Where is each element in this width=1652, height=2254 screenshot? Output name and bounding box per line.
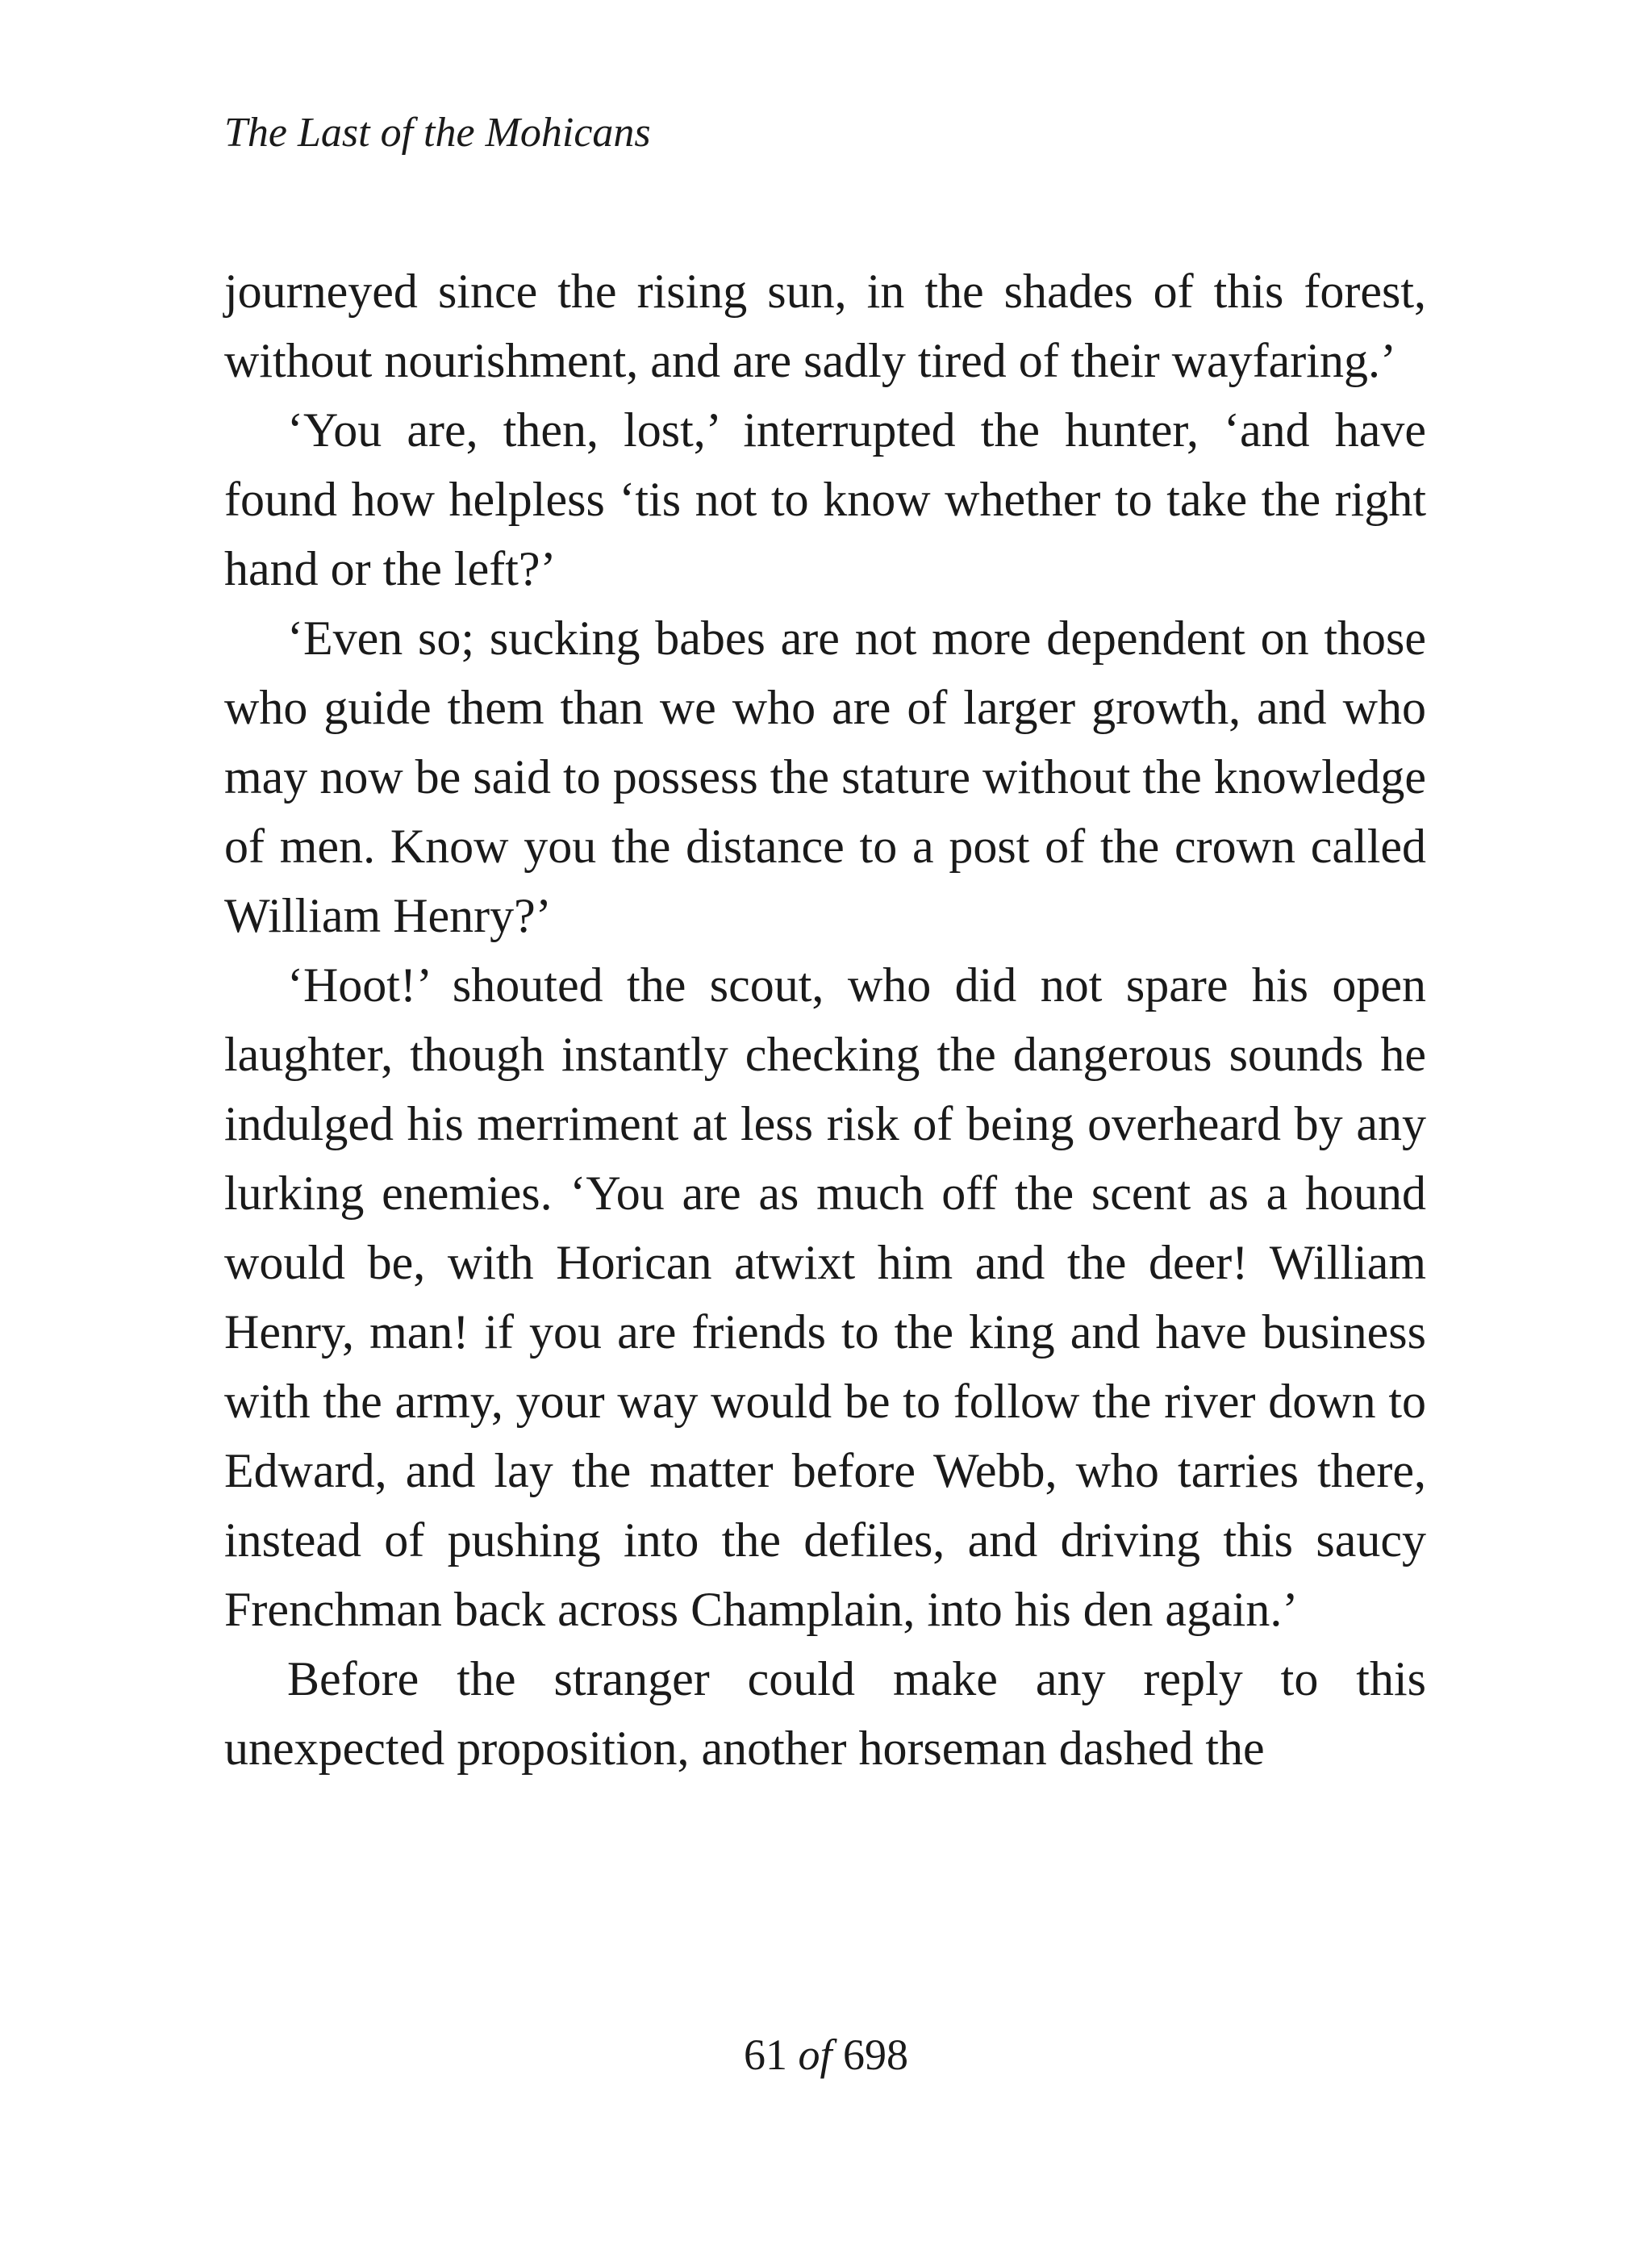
page-number-separator: of [798, 2031, 832, 2079]
paragraph: ‘Hoot!’ shouted the scout, who did not spare his open laughter, though instantly checking the dangerous sounds he indulged his merriment at less risk of being overheard by any lurking enemies. ‘You are as much off the scent as a hound would be, with Horican atwixt him and the deer! William Henry, man! if you are friends to the king and have business with the army, your way would be to follow the river down to Edward, and lay the matter before Webb, who tarries there, instead of pushing into the defiles, and driving this saucy Frenchman back across Champlain, into his den again.’ [224, 958, 1426, 1636]
current-page-number: 61 [743, 2031, 787, 2079]
paragraph: ‘You are, then, lost,’ interrupted the hunter, ‘and have found how helpless ‘tis not to know whether to take the right hand or the left?’ [224, 403, 1426, 595]
total-page-count: 698 [843, 2031, 908, 2079]
running-header-book-title: The Last of the Mohicans [224, 110, 651, 156]
paragraph: ‘Even so; sucking babes are not more dependent on those who guide them than we who are of larger growth, and who may now be said to possess the stature without the knowledge of men. Know you the distance to a post of the crown called William Henry?’ [224, 612, 1426, 942]
page-body-text [224, 257, 1426, 1783]
paragraph: Before the stranger could make any reply to this unexpected proposition, another horseman dashed the [224, 1652, 1426, 1775]
paragraph-continuation: journeyed since the rising sun, in the shades of this forest, without nourishment, and are sadly tired of their wayfaring.’ [224, 265, 1426, 387]
page-number-footer [0, 2027, 1652, 2083]
